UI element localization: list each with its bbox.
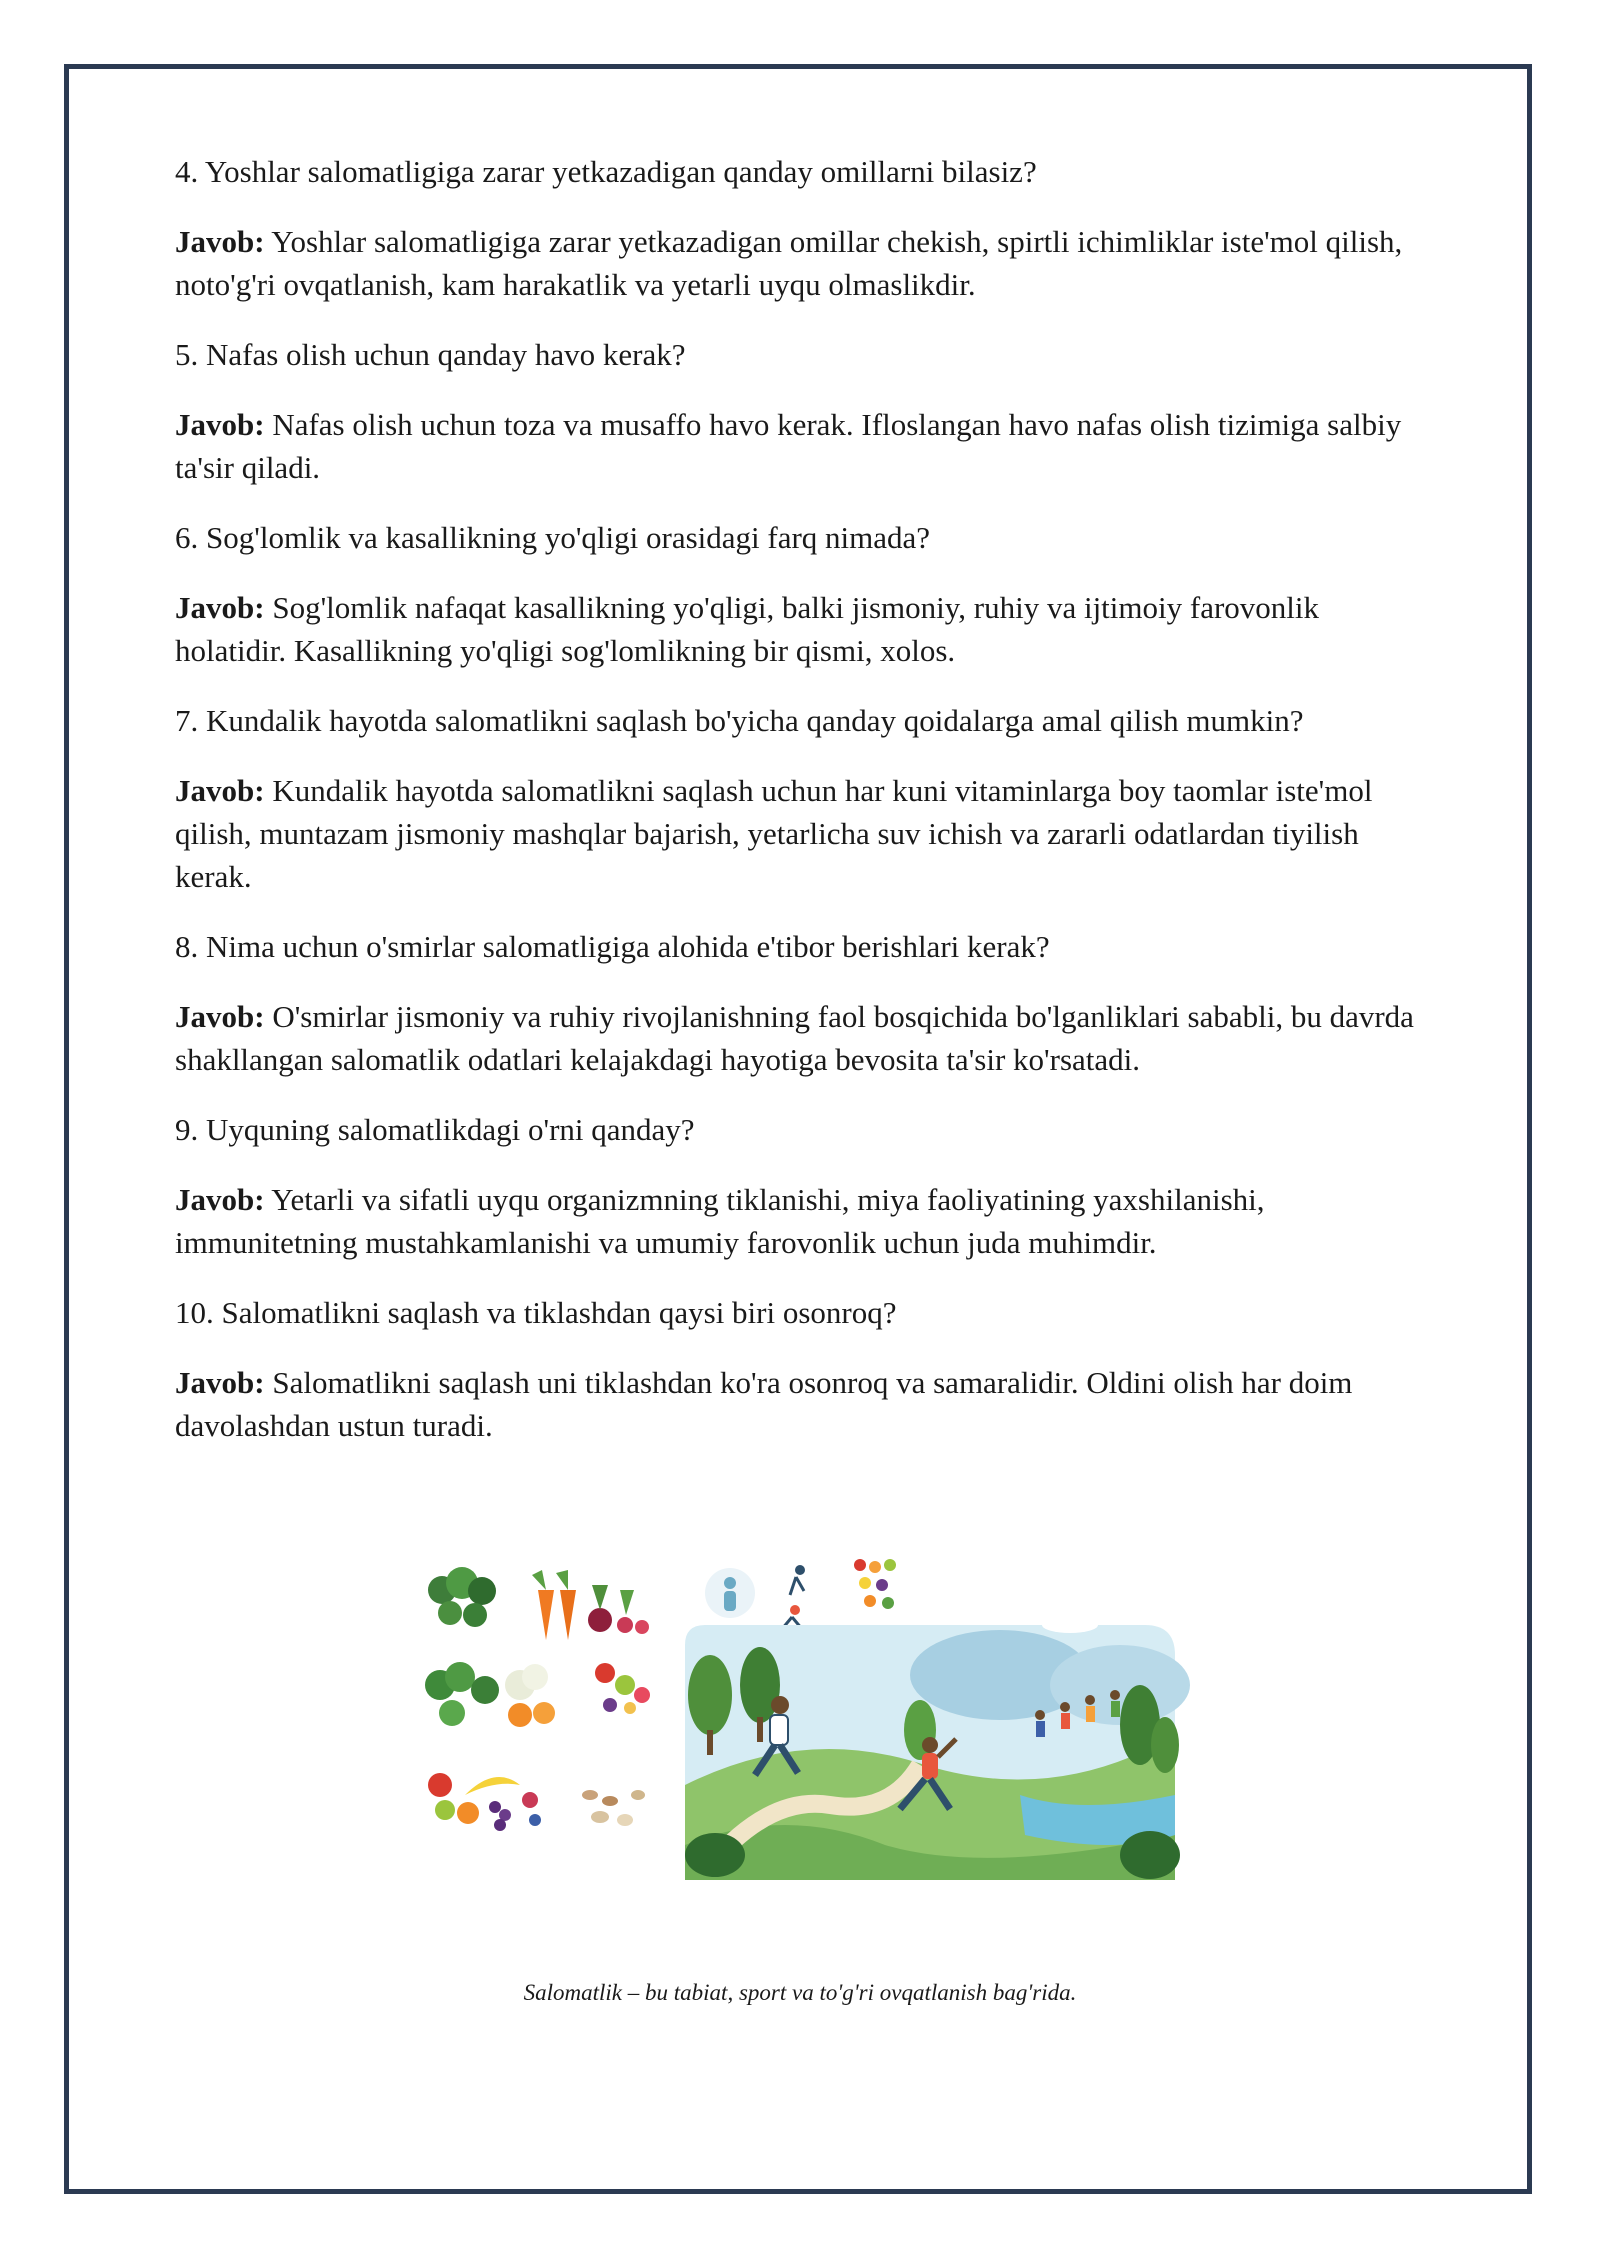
- answer-label: Javob:: [175, 407, 265, 442]
- answer-label: Javob:: [175, 224, 265, 259]
- park-scene-illustration: [685, 1595, 1190, 1880]
- answer-label: Javob:: [175, 1182, 265, 1217]
- question-10: 10. Salomatlikni saqlash va tiklashdan qaysi biri osonroq?: [175, 1295, 897, 1330]
- answer-8: [175, 995, 1435, 1081]
- food-grid-illustration: [425, 1567, 650, 1831]
- question-4: 4. Yoshlar salomatligiga zarar yetkazadigan qanday omillarni bilasiz?: [175, 154, 1037, 189]
- answer-text: Salomatlikni saqlash uni tiklashdan ko'ra osonroq va samaralidir. Oldini olish har doim davolashdan ustun turadi.: [175, 1365, 1353, 1443]
- answer-text: Yetarli va sifatli uyqu organizmning tiklanishi, miya faoliyatining yaxshilanishi, immunitetning mustahkamlanishi va umumiy farovonlik uchun juda muhimdir.: [175, 1182, 1265, 1260]
- answer-label: Javob:: [175, 999, 265, 1034]
- answer-text: Yoshlar salomatligiga zarar yetkazadigan omillar chekish, spirtli ichimliklar iste'mol qilish, noto'g'ri ovqatlanish, kam harakatlik va yetarli uyqu olmaslikdir.: [175, 224, 1403, 302]
- question-8: 8. Nima uchun o'smirlar salomatligiga alohida e'tibor berishlari kerak?: [175, 929, 1050, 964]
- answer-text: Nafas olish uchun toza va musaffo havo kerak. Ifloslangan havo nafas olish tizimiga salbiy ta'sir qiladi.: [175, 407, 1402, 485]
- answer-7: [175, 769, 1435, 898]
- answer-text: Kundalik hayotda salomatlikni saqlash uchun har kuni vitaminlarga boy taomlar iste'mol qilish, muntazam jismoniy mashqlar bajarish, yetarlicha suv ichish va zararli odatlardan tiyilish kerak.: [175, 773, 1373, 894]
- answer-label: Javob:: [175, 590, 265, 625]
- answer-label: Javob:: [175, 1365, 265, 1400]
- answer-4: [175, 220, 1435, 306]
- answer-text: O'smirlar jismoniy va ruhiy rivojlanishning faol bosqichida bo'lganliklari sababli, bu davrda shakllangan salomatlik odatlari kelajakdagi hayotiga bevosita ta'sir ko'rsatadi.: [175, 999, 1414, 1077]
- question-9: 9. Uyquning salomatlikdagi o'rni qanday?: [175, 1112, 695, 1147]
- answer-text: Sog'lomlik nafaqat kasallikning yo'qligi, balki jismoniy, ruhiy va ijtimoiy farovonlik holatidir. Kasallikning yo'qligi sog'lomlikning bir qismi, xolos.: [175, 590, 1320, 668]
- question-5: 5. Nafas olish uchun qanday havo kerak?: [175, 337, 686, 372]
- figure-caption: Salomatlik – bu tabiat, sport va to'g'ri ovqatlanish bag'rida.: [523, 1980, 1077, 2005]
- qa-content: [175, 150, 1435, 1474]
- answer-6: [175, 586, 1435, 672]
- question-7: 7. Kundalik hayotda salomatlikni saqlash bo'yicha qanday qoidalarga amal qilish mumkin?: [175, 703, 1304, 738]
- health-illustration: [420, 1545, 1190, 1880]
- answer-10: [175, 1361, 1435, 1447]
- answer-5: [175, 403, 1435, 489]
- answer-9: [175, 1178, 1435, 1264]
- activity-icons-illustration: [705, 1559, 896, 1629]
- answer-label: Javob:: [175, 773, 265, 808]
- question-6: 6. Sog'lomlik va kasallikning yo'qligi orasidagi farq nimada?: [175, 520, 931, 555]
